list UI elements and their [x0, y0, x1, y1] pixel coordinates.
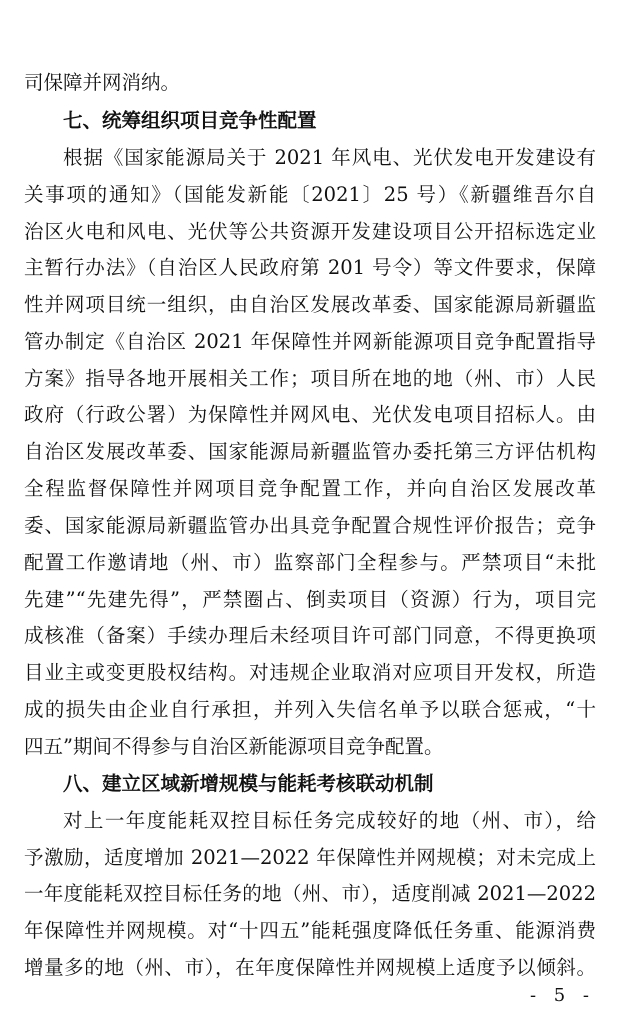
- paragraph-line: 四五”期间不得参与自治区新能源项目竞争配置。: [24, 735, 444, 758]
- paragraph-line: 司保障并网消纳。: [24, 71, 181, 94]
- paragraph-line: 管办制定《自治区 2021 年保障性并网新能源项目竞争配置指导: [24, 330, 596, 353]
- page-number: - 5 -: [529, 985, 595, 1006]
- paragraph-line: 成核准（备案）手续办理后未经项目许可部门同意，不得更换项: [24, 624, 596, 647]
- paragraph-line: 成的损失由企业自行承担，并列入失信名单予以联合惩戒，“十: [24, 698, 596, 721]
- paragraph-line: 对上一年度能耗双控目标任务完成较好的地（州、市），给: [63, 809, 596, 832]
- section-heading-8: 八、建立区域新增规模与能耗考核联动机制: [63, 772, 434, 795]
- paragraph-line: 全程监督保障性并网项目竞争配置工作，并向自治区发展改革: [24, 477, 596, 500]
- paragraph-line: 目业主或变更股权结构。对违规企业取消对应项目开发权，所造: [24, 661, 596, 684]
- paragraph-line: 政府（行政公署）为保障性并网风电、光伏发电项目招标人。由: [24, 403, 596, 426]
- paragraph-line: 性并网项目统一组织，由自治区发展改革委、国家能源局新疆监: [24, 293, 596, 316]
- paragraph-line: 关事项的通知》（国能发新能〔2021〕25 号）《新疆维吾尔自: [24, 183, 596, 206]
- paragraph-line: 配置工作邀请地（州、市）监察部门全程参与。严禁项目“未批: [24, 551, 596, 574]
- paragraph-line: 自治区发展改革委、国家能源局新疆监管办委托第三方评估机构: [24, 440, 596, 463]
- paragraph-line: 年保障性并网规模。对“十四五”能耗强度降低任务重、能源消费: [24, 919, 596, 942]
- paragraph-line: 先建”“先建先得”，严禁圈占、倒卖项目（资源）行为，项目完: [24, 588, 596, 611]
- paragraph-line: 根据《国家能源局关于 2021 年风电、光伏发电开发建设有: [63, 146, 596, 169]
- paragraph-line: 治区火电和风电、光伏等公共资源开发建设项目公开招标选定业: [24, 220, 596, 243]
- paragraph-line: 主暂行办法》（自治区人民政府第 201 号令）等文件要求，保障: [24, 256, 596, 279]
- paragraph-line: 增量多的地（州、市），在年度保障性并网规模上适度予以倾斜。: [24, 956, 596, 979]
- paragraph-line: 一年度能耗双控目标任务的地（州、市），适度削减 2021—2022: [24, 882, 596, 905]
- section-heading-7: 七、统筹组织项目竞争性配置: [63, 109, 317, 132]
- paragraph-line: 委、国家能源局新疆监管办出具竞争配置合规性评价报告；竞争: [24, 514, 596, 537]
- paragraph-line: 方案》指导各地开展相关工作；项目所在地的地（州、市）人民: [24, 367, 596, 390]
- paragraph-line: 予激励，适度增加 2021—2022 年保障性并网规模；对未完成上: [24, 846, 596, 869]
